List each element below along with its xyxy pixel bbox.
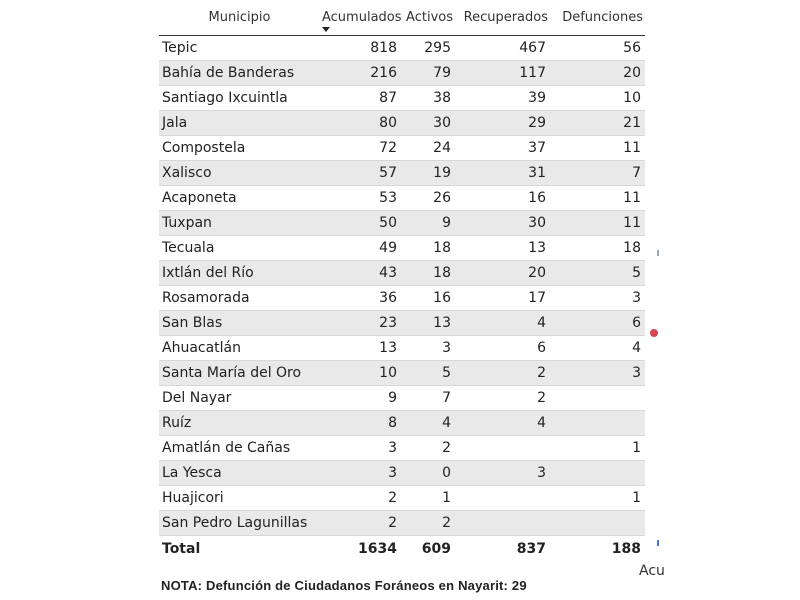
table-row (159, 386, 645, 411)
col-header-acumulados[interactable]: Acumulados (320, 0, 401, 36)
cell-activos: 18 (401, 236, 455, 261)
footnote: NOTA: Defunción de Ciudadanos Foráneos en Nayarit: 29 (161, 578, 527, 593)
cell-defunciones: 11 (550, 136, 645, 161)
cell-recuperados: 2 (455, 386, 550, 411)
cell-acumulados: 72 (320, 136, 401, 161)
cell-activos: 26 (401, 186, 455, 211)
table-row (159, 61, 645, 86)
cell-municipio: San Pedro Lagunillas (159, 511, 320, 536)
cell-activos: 16 (401, 286, 455, 311)
table-row (159, 111, 645, 136)
table-row (159, 136, 645, 161)
cell-activos: 30 (401, 111, 455, 136)
cell-acumulados: 23 (320, 311, 401, 336)
cell-defunciones: 4 (550, 336, 645, 361)
cell-recuperados: 29 (455, 111, 550, 136)
cell-recuperados: 4 (455, 411, 550, 436)
cell-acumulados: 8 (320, 411, 401, 436)
cell-recuperados: 30 (455, 211, 550, 236)
table-row (159, 361, 645, 386)
cell-activos: 24 (401, 136, 455, 161)
cell-defunciones: 11 (550, 186, 645, 211)
cell-activos: 38 (401, 86, 455, 111)
total-label: Total (159, 536, 320, 563)
total-recuperados: 837 (455, 536, 550, 563)
cell-acumulados: 87 (320, 86, 401, 111)
table-row (159, 436, 645, 461)
cell-activos: 79 (401, 61, 455, 86)
cell-municipio: Rosamorada (159, 286, 320, 311)
cell-acumulados: 3 (320, 461, 401, 486)
cell-municipio: Ixtlán del Río (159, 261, 320, 286)
cell-acumulados: 3 (320, 436, 401, 461)
cell-recuperados: 13 (455, 236, 550, 261)
col-header-activos[interactable]: Activos (401, 0, 455, 36)
sort-descending-icon (322, 27, 330, 32)
cell-acumulados: 9 (320, 386, 401, 411)
total-row (159, 536, 645, 563)
cell-municipio: Del Nayar (159, 386, 320, 411)
cell-municipio: Huajicori (159, 486, 320, 511)
cell-defunciones: 20 (550, 61, 645, 86)
table-row (159, 261, 645, 286)
cell-recuperados: 17 (455, 286, 550, 311)
cell-defunciones (550, 386, 645, 411)
table-row (159, 211, 645, 236)
cell-municipio: La Yesca (159, 461, 320, 486)
cell-municipio: Ahuacatlán (159, 336, 320, 361)
cell-recuperados: 31 (455, 161, 550, 186)
cell-activos: 4 (401, 411, 455, 436)
cell-acumulados: 57 (320, 161, 401, 186)
cell-defunciones (550, 511, 645, 536)
cell-activos: 5 (401, 361, 455, 386)
cell-activos: 13 (401, 311, 455, 336)
total-defunciones: 188 (550, 536, 645, 563)
cell-acumulados: 13 (320, 336, 401, 361)
cell-recuperados (455, 486, 550, 511)
cell-activos: 3 (401, 336, 455, 361)
table-row (159, 36, 645, 61)
cell-defunciones: 5 (550, 261, 645, 286)
cell-recuperados: 2 (455, 361, 550, 386)
col-header-recuperados[interactable]: Recuperados (455, 0, 550, 36)
cell-activos: 7 (401, 386, 455, 411)
cell-activos: 295 (401, 36, 455, 61)
cell-acumulados: 53 (320, 186, 401, 211)
cell-acumulados: 2 (320, 511, 401, 536)
table-row (159, 486, 645, 511)
table-row (159, 511, 645, 536)
cell-municipio: Tuxpan (159, 211, 320, 236)
col-header-municipio[interactable]: Municipio (159, 0, 320, 36)
header-row (159, 0, 645, 36)
cell-activos: 9 (401, 211, 455, 236)
cell-defunciones: 10 (550, 86, 645, 111)
data-table (159, 0, 645, 562)
cell-recuperados: 39 (455, 86, 550, 111)
cell-recuperados: 467 (455, 36, 550, 61)
cell-municipio: Tepic (159, 36, 320, 61)
cell-municipio: Acaponeta (159, 186, 320, 211)
cell-defunciones (550, 411, 645, 436)
cell-activos: 0 (401, 461, 455, 486)
covid-municipality-table (159, 0, 645, 562)
cell-municipio: Xalisco (159, 161, 320, 186)
cell-defunciones: 56 (550, 36, 645, 61)
cell-acumulados: 43 (320, 261, 401, 286)
cell-municipio: Bahía de Banderas (159, 61, 320, 86)
cell-acumulados: 216 (320, 61, 401, 86)
cell-activos: 18 (401, 261, 455, 286)
cell-recuperados: 4 (455, 311, 550, 336)
cell-recuperados: 20 (455, 261, 550, 286)
table-row (159, 461, 645, 486)
red-marker-dot (650, 329, 658, 337)
table-row (159, 411, 645, 436)
cell-recuperados: 3 (455, 461, 550, 486)
cell-municipio: Tecuala (159, 236, 320, 261)
col-header-defunciones[interactable]: Defunciones (550, 0, 645, 36)
cell-municipio: Amatlán de Cañas (159, 436, 320, 461)
cell-activos: 1 (401, 486, 455, 511)
table-row (159, 86, 645, 111)
cell-municipio: San Blas (159, 311, 320, 336)
cell-defunciones: 7 (550, 161, 645, 186)
table-row (159, 186, 645, 211)
cell-municipio: Santa María del Oro (159, 361, 320, 386)
table-row (159, 161, 645, 186)
cell-acumulados: 36 (320, 286, 401, 311)
table-row (159, 236, 645, 261)
cell-defunciones: 3 (550, 361, 645, 386)
cell-defunciones: 18 (550, 236, 645, 261)
table-row (159, 286, 645, 311)
cell-defunciones: 3 (550, 286, 645, 311)
cell-activos: 2 (401, 511, 455, 536)
cell-acumulados: 80 (320, 111, 401, 136)
visual-edge-marker (657, 250, 659, 256)
cell-acumulados: 50 (320, 211, 401, 236)
cell-recuperados (455, 436, 550, 461)
cell-municipio: Santiago Ixcuintla (159, 86, 320, 111)
visual-edge-marker (657, 540, 659, 546)
total-activos: 609 (401, 536, 455, 563)
cell-recuperados (455, 511, 550, 536)
cell-defunciones: 1 (550, 436, 645, 461)
table-row (159, 311, 645, 336)
cell-defunciones: 11 (550, 211, 645, 236)
cell-recuperados: 16 (455, 186, 550, 211)
cell-recuperados: 6 (455, 336, 550, 361)
cell-activos: 2 (401, 436, 455, 461)
table-row (159, 336, 645, 361)
cell-defunciones: 6 (550, 311, 645, 336)
cell-defunciones (550, 461, 645, 486)
cell-defunciones: 1 (550, 486, 645, 511)
cell-recuperados: 117 (455, 61, 550, 86)
cell-municipio: Jala (159, 111, 320, 136)
truncated-axis-label: Acu (639, 563, 665, 579)
cell-defunciones: 21 (550, 111, 645, 136)
total-acumulados: 1634 (320, 536, 401, 563)
cell-acumulados: 10 (320, 361, 401, 386)
cell-acumulados: 49 (320, 236, 401, 261)
cell-municipio: Ruíz (159, 411, 320, 436)
cell-recuperados: 37 (455, 136, 550, 161)
cell-municipio: Compostela (159, 136, 320, 161)
cell-acumulados: 2 (320, 486, 401, 511)
cell-acumulados: 818 (320, 36, 401, 61)
cell-activos: 19 (401, 161, 455, 186)
